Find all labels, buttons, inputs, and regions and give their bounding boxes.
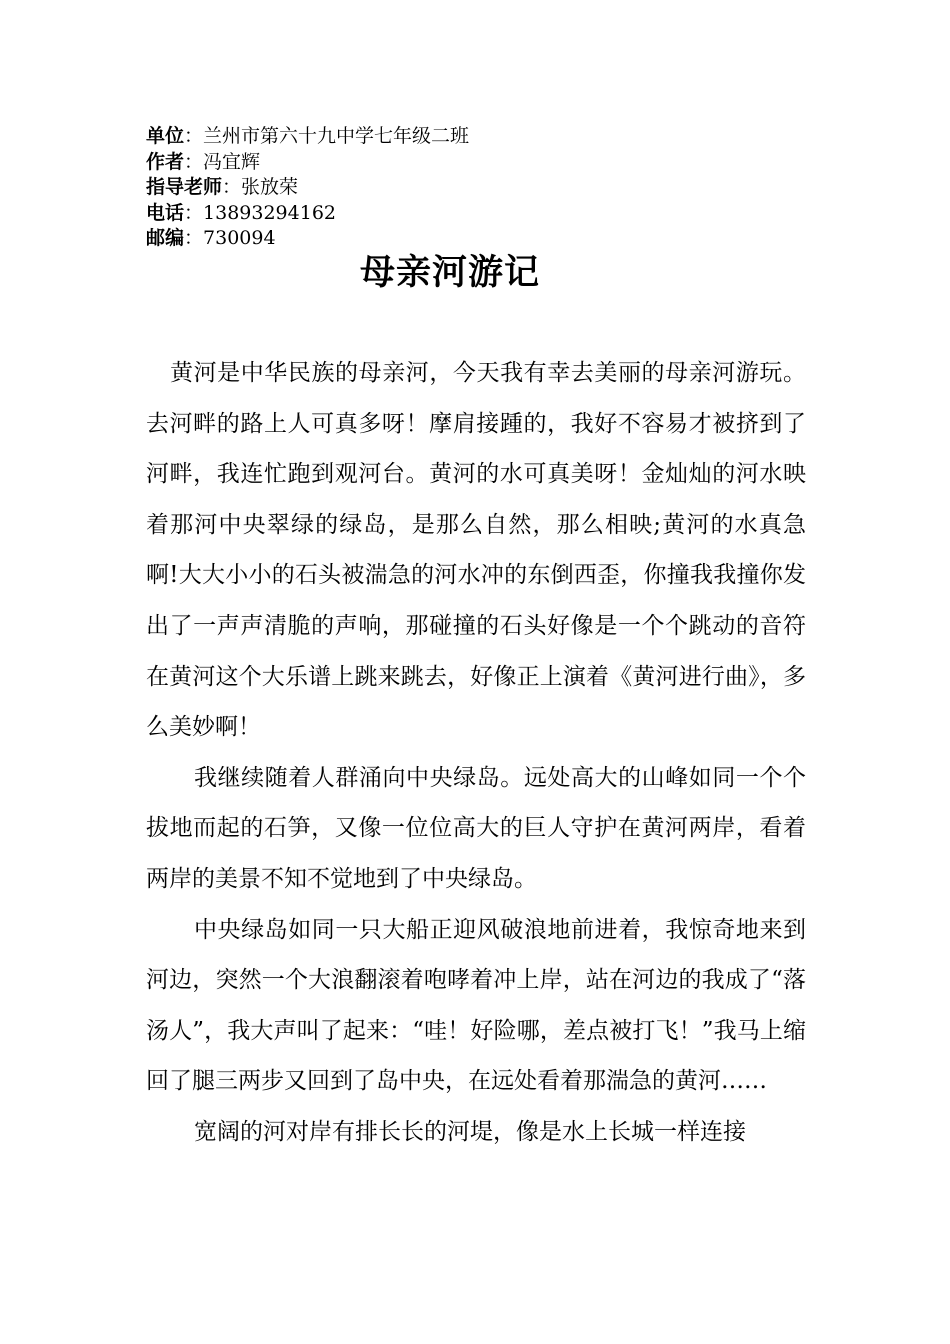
teacher-line <box>146 175 826 201</box>
paragraph-2: 我继续随着人群涌向中央绿岛。远处高大的山峰如同一个个拔地而起的石笋，又像一位位高大的巨人守护在黄河两岸，看着两岸的美景不知不觉地到了中央绿岛。 <box>146 764 806 892</box>
unit-separator: ： <box>184 125 204 147</box>
essay-body <box>146 348 806 1158</box>
unit-line <box>146 124 826 150</box>
teacher-value: 张放荣 <box>241 176 299 198</box>
postcode-label: 邮编 <box>146 227 185 249</box>
phone-separator: ： <box>184 201 204 224</box>
author-info-block <box>146 124 826 252</box>
teacher-label: 指导老师 <box>146 176 223 198</box>
author-value: 冯宜辉 <box>203 150 261 173</box>
unit-label: 单位 <box>146 125 185 147</box>
postcode-separator: ： <box>184 227 204 249</box>
unit-value: 兰州市第六十九中学七年级二班 <box>203 125 470 147</box>
phone-line <box>146 201 826 227</box>
paragraph-3: 中央绿岛如同一只大船正迎风破浪地前进着，我惊奇地来到河边，突然一个大浪翻滚着咆哮着冲上岸，站在河边的我成了“落汤人”，我大声叫了起来：“哇！好险哪，差点被打飞！”我马上缩回了腿三两步又回到了岛中央，在远处看着那湍急的黄河…… <box>146 916 806 1095</box>
phone-value: 13893294162 <box>203 201 337 224</box>
phone-label: 电话 <box>146 201 185 224</box>
author-separator: ： <box>184 150 204 173</box>
postcode-line <box>146 226 826 252</box>
author-label: 作者 <box>146 150 185 173</box>
essay-title: 母亲河游记 <box>359 252 540 293</box>
author-line <box>146 150 826 176</box>
postcode-value: 730094 <box>203 227 276 249</box>
paragraph-1: 黄河是中华民族的母亲河，今天我有幸去美丽的母亲河游玩。去河畔的路上人可真多呀！摩肩接踵的，我好不容易才被挤到了河畔，我连忙跑到观河台。黄河的水可真美呀！金灿灿的河水映着那河中央翠绿的绿岛，是那么自然，那么相映;黄河的水真急啊!大大小小的石头被湍急的河水冲的东倒西歪，你撞我我撞你发出了一声声清脆的声响，那碰撞的石头好像是一个个跳动的音符在黄河这个大乐谱上跳来跳去，好像正上演着《黄河进行曲》，多么美妙啊！ <box>146 360 806 741</box>
teacher-separator: ： <box>222 176 242 198</box>
paragraph-4: 宽阔的河对岸有排长长的河堤，像是水上长城一样连接 <box>194 1118 746 1145</box>
